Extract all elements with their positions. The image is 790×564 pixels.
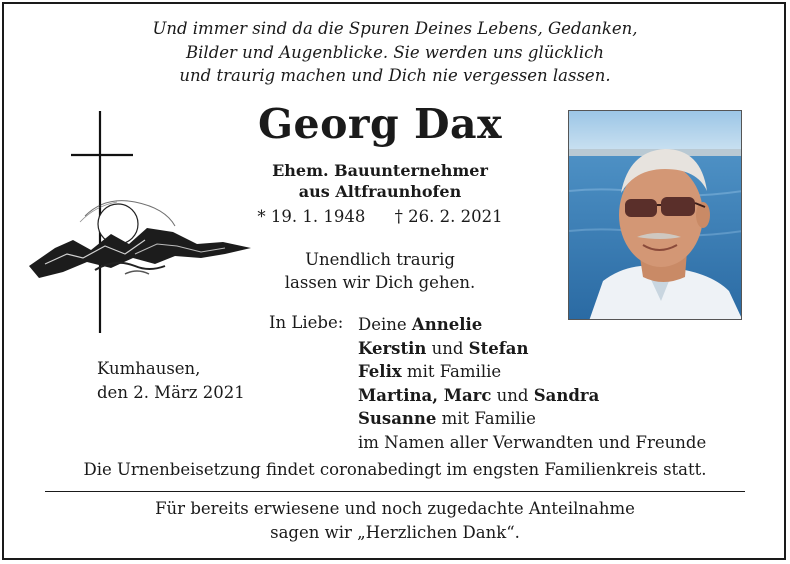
thanks-line: sagen wir „Herzlichen Dank“. xyxy=(270,522,520,542)
announcement-date: den 2. März 2021 xyxy=(97,382,245,402)
farewell-saying xyxy=(230,248,530,294)
memorial-quote xyxy=(0,17,790,88)
mountains-icon xyxy=(29,228,251,278)
deceased-description xyxy=(230,160,530,202)
divider-line xyxy=(45,491,745,492)
mourner-name: Sandra xyxy=(533,385,600,405)
thanks-note xyxy=(0,497,790,544)
mourner-line xyxy=(358,384,706,408)
saying-line: lassen wir Dich gehen. xyxy=(284,273,476,292)
quote-line: Und immer sind da die Spuren Deines Lebens, Gedanken, xyxy=(152,19,638,38)
place-and-date xyxy=(97,357,245,404)
thanks-line: Für bereits erwiesene und noch zugedachte Anteilnahme xyxy=(155,499,635,518)
mourner-line xyxy=(358,360,706,384)
saying-line: Unendlich traurig xyxy=(305,250,455,269)
mourner-name: Susanne xyxy=(358,409,437,428)
deceased-name: Georg Dax xyxy=(257,100,503,148)
mourners-list xyxy=(358,313,706,454)
hometown: aus Altfraunhofen xyxy=(298,182,462,201)
death-date: † 26. 2. 2021 xyxy=(394,207,503,226)
portrait-photo xyxy=(568,110,742,320)
mourner-text: im Namen aller Verwandten und Freunde xyxy=(358,432,707,452)
mourner-name: Kerstin xyxy=(358,338,427,358)
birth-date: * 19. 1. 1948 xyxy=(257,207,366,226)
mourner-line xyxy=(358,431,706,455)
life-dates xyxy=(230,207,530,226)
mourner-text: mit Familie xyxy=(401,362,502,381)
quote-line: und traurig machen und Dich nie vergessen lassen. xyxy=(179,66,611,85)
mourner-name: Martina, Marc xyxy=(358,385,492,405)
occupation: Ehem. Bauunternehmer xyxy=(272,161,488,180)
mourner-text: und xyxy=(491,385,534,405)
mourner-name: Annelie xyxy=(411,315,483,334)
mourner-line xyxy=(358,337,706,361)
mourner-text: Deine xyxy=(358,315,412,334)
mourners-label: In Liebe: xyxy=(269,313,344,332)
mourner-line xyxy=(358,407,706,431)
cross-landscape-illustration xyxy=(25,108,257,336)
mourner-text: und xyxy=(426,338,469,358)
mourner-name: Felix xyxy=(358,362,402,381)
urn-burial-notice: Die Urnenbeisetzung findet coronabedingt im engsten Familienkreis statt. xyxy=(83,460,707,479)
place-name: Kumhausen, xyxy=(97,359,201,378)
mourner-name: Stefan xyxy=(468,338,529,358)
mourner-text: mit Familie xyxy=(436,409,536,428)
quote-line: Bilder und Augenblicke. Sie werden uns glücklich xyxy=(186,42,604,62)
mourner-line xyxy=(358,313,706,337)
